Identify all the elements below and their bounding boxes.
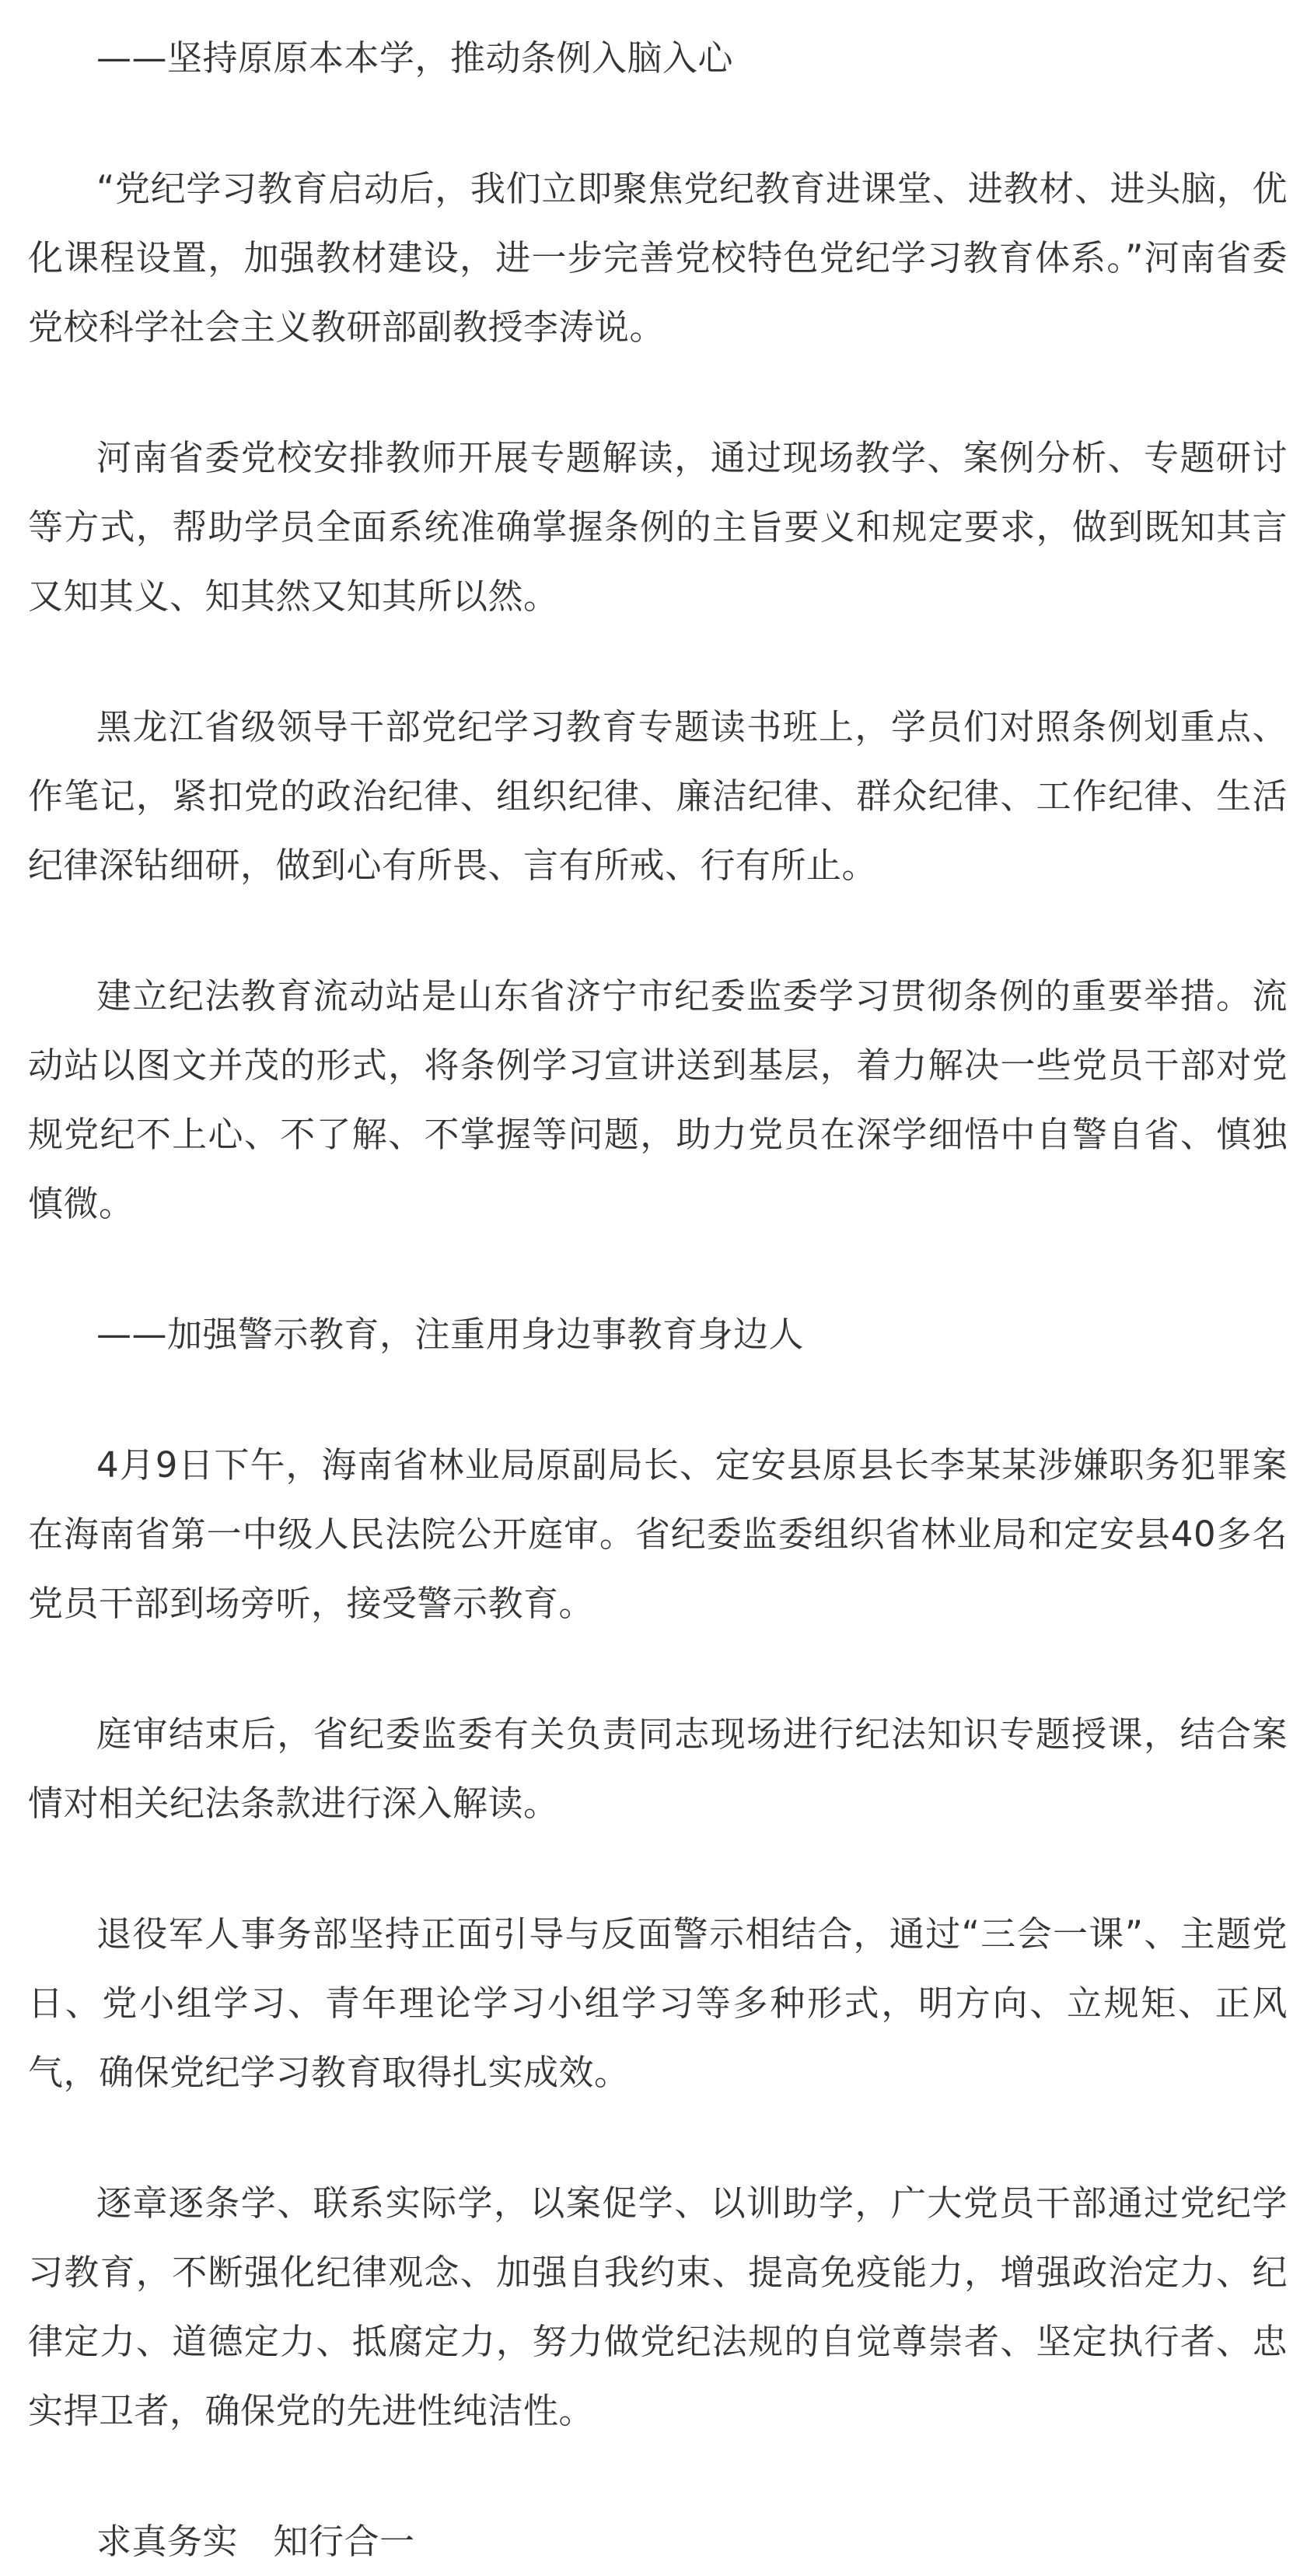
paragraph-henan-party-school-quote: “党纪学习教育启动后，我们立即聚焦党纪教育进课堂、进教材、进头脑，优化课程设置，加强教材建设，进一步完善党校特色党纪学习教育体系。”河南省委党校科学社会主义教研部副教授李涛说。 bbox=[28, 168, 1288, 348]
section-heading-study: ——坚持原原本本学，推动条例入脑入心 bbox=[96, 37, 734, 79]
paragraph-hainan-trial: 4月9日下午，海南省林业局原副局长、定安县原县长李某某涉嫌职务犯罪案在海南省第一中级人民法院公开庭审。省纪委监委组织省林业局和定安县40多名党员干部到场旁听，接受警示教育。 bbox=[28, 1444, 1288, 1624]
section-heading-pragmatic: 求真务实 知行合一 bbox=[96, 2521, 415, 2562]
section-heading-warning-education: ——加强警示教育，注重用身边事教育身边人 bbox=[96, 1314, 805, 1355]
paragraph-veterans-affairs: 退役军人事务部坚持正面引导与反面警示相结合，通过“三会一课”、主题党日、党小组学习、青年理论学习小组学习等多种形式，明方向、立规矩、正风气，确保党纪学习教育取得扎实成效。 bbox=[28, 1913, 1288, 2093]
article-body bbox=[28, 23, 1288, 2576]
paragraph-henan-teaching: 河南省委党校安排教师开展专题解读，通过现场教学、案例分析、专题研讨等方式，帮助学员全面系统准确掌握条例的主旨要义和规定要求，做到既知其言又知其义、知其然又知其所以然。 bbox=[28, 437, 1288, 617]
paragraph-heilongjiang-reading-class: 黑龙江省级领导干部党纪学习教育专题读书班上，学员们对照条例划重点、作笔记，紧扣党的政治纪律、组织纪律、廉洁纪律、群众纪律、工作纪律、生活纪律深钻细研，做到心有所畏、言有所戒、行有所止。 bbox=[28, 706, 1288, 886]
paragraph-post-trial-lecture: 庭审结束后，省纪委监委有关负责同志现场进行纪法知识专题授课，结合案情对相关纪法条款进行深入解读。 bbox=[28, 1713, 1288, 1824]
paragraph-summary: 逐章逐条学、联系实际学，以案促学、以训助学，广大党员干部通过党纪学习教育，不断强化纪律观念、加强自我约束、提高免疫能力，增强政治定力、纪律定力、道德定力、抵腐定力，努力做党纪法规的自觉尊崇者、坚定执行者、忠实捍卫者，确保党的先进性纯洁性。 bbox=[28, 2182, 1288, 2431]
paragraph-jining-mobile-station: 建立纪法教育流动站是山东省济宁市纪委监委学习贯彻条例的重要举措。流动站以图文并茂的形式，将条例学习宣讲送到基层，着力解决一些党员干部对党规党纪不上心、不了解、不掌握等问题，助力党员在深学细悟中自警自省、慎独慎微。 bbox=[28, 975, 1288, 1224]
